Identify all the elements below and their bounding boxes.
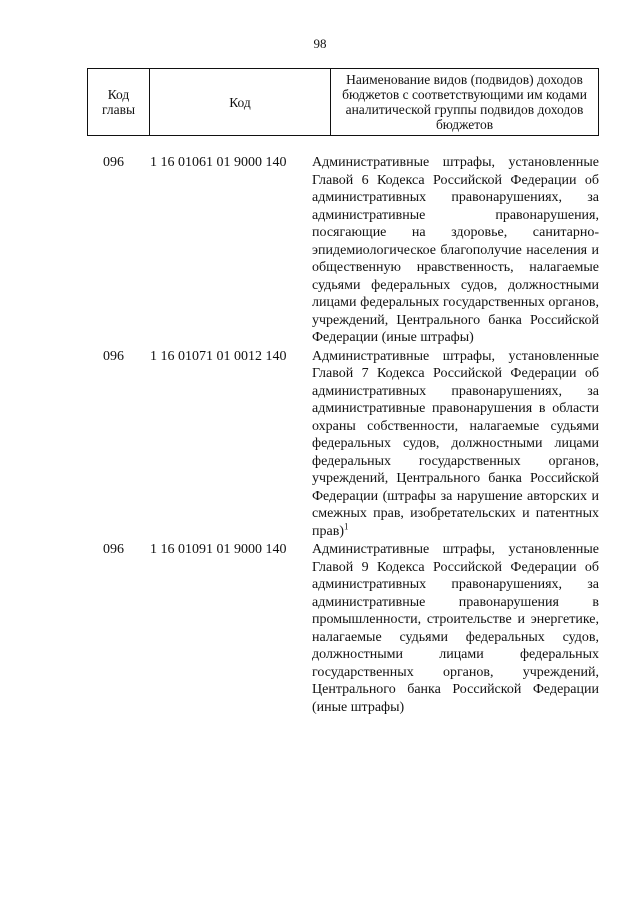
row-description — [312, 541, 599, 716]
header-name: Наименование видов (подвидов) доходов бюджетов с соответствующими им кодами аналитической группы подвидов доходов бюджетов — [331, 69, 599, 136]
row-chapter-code: 096 — [103, 155, 124, 170]
row-description — [312, 154, 599, 347]
row-code: 1 16 01071 01 0012 140 — [150, 348, 287, 364]
row-code: 1 16 01061 01 9000 140 — [150, 155, 287, 170]
table-row — [87, 541, 599, 716]
page-number: 98 — [313, 36, 327, 51]
income-codes-list — [87, 154, 599, 717]
table-row — [87, 348, 599, 541]
row-description-text: Административные штрафы, установленные Главой 7 Кодекса Российской Федерации об административных правонарушениях, за административные правонарушения в области охраны собственности, налагаемые судьями федеральных судов, должностными лицами федеральных государственных органов, учреждений, Центрального банка Российской Федерации (штрафы за нарушение авторских и смежных прав, изобретательских и патентных прав) — [312, 348, 599, 539]
row-chapter-code: 096 — [103, 542, 124, 557]
row-footnote-marker: 1 — [343, 520, 349, 531]
header-code: Код — [150, 69, 331, 136]
row-description-text: Административные штрафы, установленные Главой 6 Кодекса Российской Федерации об административных правонарушениях, за административные правонарушения, посягающие на здоровье, санитарно-эпидемиологическое благополучие населения и общественную нравственность, налагаемые судьями федеральных судов, должностными лицами федеральных государственных органов, учреждений, Центрального банка Российской Федерации (иные штрафы) — [312, 155, 599, 345]
table-header — [87, 68, 599, 136]
row-description — [312, 348, 599, 541]
row-chapter-code: 096 — [103, 348, 124, 364]
header-chapter-code: Код главы — [88, 69, 150, 136]
table-row — [87, 154, 599, 347]
row-description-text: Административные штрафы, установленные Главой 9 Кодекса Российской Федерации об административных правонарушениях, за административные правонарушения в промышленности, строительстве и энергетике, налагаемые судьями федеральных судов, должностными лицами федеральных государственных органов, учреждений, Центрального банка Российской Федерации (иные штрафы) — [312, 542, 599, 715]
row-code: 1 16 01091 01 9000 140 — [150, 542, 287, 557]
